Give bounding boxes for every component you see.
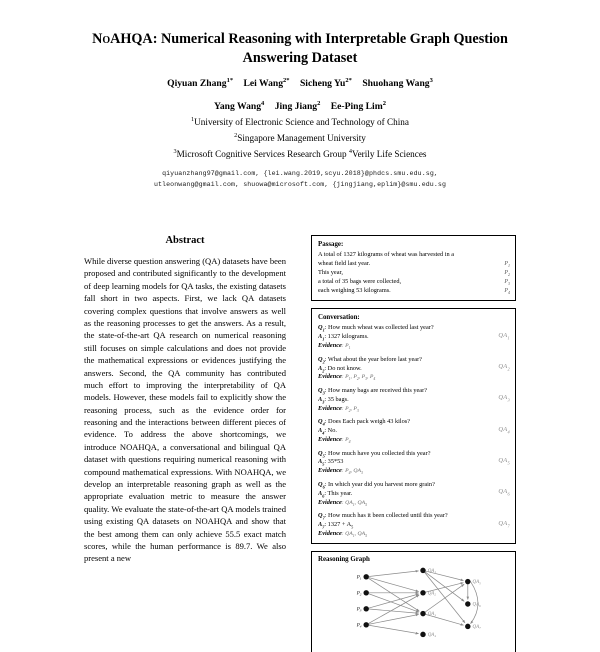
question-text: : In which year did you harvest more grain? [324,480,435,488]
evidence-line [318,530,488,539]
question-label: $Q_6$ [318,480,325,490]
passage-box-title: Passage: [318,241,344,248]
question-line [318,481,488,490]
evidence-line [318,373,488,382]
conversation-turn [318,481,510,508]
affiliation-marker: 1 [191,116,195,124]
answer-text: : $1327 + A_5$ [324,521,354,530]
answer-text: : No. [324,427,337,435]
evidence-line [318,436,488,445]
passage-line-text: A total of 1327 kilograms of wheat was harvested in a [318,251,455,259]
graph-node-label: $QA_7$ [472,624,481,631]
answer-line [318,427,488,436]
passage-line-text: each weighing 53 kilograms. [318,287,391,295]
author-emails [70,168,530,190]
graph-edge [369,571,419,577]
affiliation-text: University of Electronic Science and Technology of China [194,117,409,128]
paper-page [0,30,600,639]
evidence-line [318,342,488,351]
question-text: : How much wheat was collected last year? [324,324,434,332]
affiliation-marker: 3 [173,147,177,155]
author-affil-marker: 2 [317,100,321,108]
author-affil-marker: 2 [382,100,386,108]
affiliation-1 [65,116,535,130]
question-line [318,324,488,333]
graph-node-label: $P_3$ [356,607,362,613]
evidence-text: : $QA_1$, $QA_5$ [341,499,367,507]
author-affil-marker: 2* [345,77,352,85]
turn-id-tag: $QA_3$ [498,394,510,403]
graph-node [363,574,368,579]
passage-line [318,260,510,269]
abstract-heading: Abstract [165,235,205,246]
answer-line [318,396,488,405]
answer-text: : 1327 kilograms. [324,333,369,341]
affiliation-2 [65,132,535,146]
passage-line [318,278,510,287]
passage-line-marker: $P_1$ [504,261,510,269]
graph-node-label: $QA_3$ [427,612,437,618]
conversation-turn [318,387,510,414]
affiliation-text: Microsoft Cognitive Services Research Group [176,148,347,159]
evidence-text: : $P_1$ [341,343,351,351]
author-entry [300,78,352,89]
answer-label: $A_2$ [318,364,325,373]
graph-node [420,590,425,595]
evidence-line [318,467,488,476]
graph-node-label: $QA_2$ [427,591,437,597]
question-line [318,418,488,427]
answer-text: : 35 bags. [324,395,349,403]
graph-node-label: $P_1$ [356,575,362,581]
answer-text: : This year. [324,489,353,497]
affiliation-text: Verily Life Sciences [351,148,427,159]
graph-node [465,579,470,584]
turn-id-tag: $QA_6$ [498,488,510,497]
author-entry [167,78,233,89]
author-list-line-2 [65,100,535,114]
answer-text: : 35*53 [324,458,344,466]
affiliation-marker: 4 [348,147,352,155]
evidence-text: : $P_4$, $QA_3$ [341,468,363,476]
question-line [318,387,488,396]
question-text: : Does Each pack weigh 43 kilos? [324,418,411,426]
author-entry [362,78,433,89]
passage-line-marker: $P_3$ [504,279,510,287]
question-label: $Q_3$ [318,386,325,396]
evidence-label: Evidence [318,530,342,538]
graph-edge [369,625,419,633]
conversation-box-title: Conversation: [318,313,360,321]
passage-line-text: wheat field last year. [318,260,371,268]
question-label: $Q_5$ [318,449,325,458]
graph-node [465,601,470,606]
conversation-turn [318,512,510,539]
evidence-label: Evidence [318,404,342,412]
graph-node [363,590,368,595]
answer-line [318,490,488,499]
answer-label: $A_7$ [318,521,325,530]
author-entry [244,78,290,89]
passage-line-marker: $P_4$ [504,288,510,296]
passage-line-text: This year, [318,269,343,277]
conversation-turns [318,324,510,539]
answer-label: $A_5$ [318,458,325,467]
question-text: : How much has it been collected until this year? [324,512,448,520]
reasoning-graph-title: Reasoning Graph [318,555,370,563]
author-entry [275,101,321,112]
answer-label: $A_1$ [318,333,325,342]
evidence-line [318,405,488,414]
evidence-label: Evidence [318,373,342,381]
turn-id-tag: $QA_7$ [498,519,510,528]
question-line [318,512,488,521]
answer-label: $A_6$ [318,489,325,499]
evidence-line [318,499,488,508]
question-text: : What about the year before last year? [324,355,422,363]
passage-line [318,269,510,278]
answer-text: : Do not know. [324,364,362,372]
author-affil-marker: 4 [261,100,265,108]
graph-node-label: $QA_1$ [427,568,437,575]
author-name: Lei Wang [243,78,284,90]
abstract-text: While diverse question answering (QA) datasets have been proposed and contributed significantly to the development of deep learning models for QA tasks, the existing datasets fall short in two aspects. First, we lack QA datasets covering complex questions that involve answers as well as the reasoning processes to get the answers. As a result, the state-of-the-art QA research on numerical reasoning still focuses on simple calculations and does not provide the mathematical expressions or evidences justifying the answers. Second, the QA community has contributed much effort to improving the interpretability of QA models. However, these models fail to explicitly show the reasoning process, such as the evidence order for reasoning and the interactions between different pieces of evidence. To address the above shortcomings, we introduce NOAHQA, a conversational and bilingual QA dataset with questions requiring numerical reasoning with compound mathematical expressions. With NOAHQA, we develop an interpretable reasoning graph as well as the appropriate evaluation metric to measure the answer quality. We evaluate the state-of-the-art QA models trained using existing QA datasets on NOAHQA and show that the best among them can only achieve 55.5 exact match scores, while the human performance is 89.7. We also present a new [84,256,286,564]
question-label: $Q_1$ [318,324,325,333]
graph-edge [425,572,464,601]
conversation-turn [318,324,510,351]
graph-node [420,611,425,616]
evidence-label: Evidence [318,498,342,506]
graph-node [363,622,368,627]
author-name: Qiyuan Zhang [167,78,227,90]
author-affil-marker: 2* [283,77,290,85]
turn-id-tag: $QA_5$ [498,457,510,466]
evidence-label: Evidence [318,342,342,350]
graph-node [420,632,425,637]
evidence-text: : $QA_1$, $QA_5$ [341,531,367,539]
email-line-2: utleonwang@gmail.com, shuowa@microsoft.com, {jingjiang,eplim}@smu.edu.sg [153,180,447,188]
author-list-line-1 [65,77,535,91]
question-text: : How much have you collected this year? [324,449,431,457]
conversation-turn [318,418,510,445]
evidence-text: : $P_4$ [341,437,351,445]
passage-box [311,235,516,301]
graph-edge [425,584,464,612]
author-name: Jing Jiang [274,101,318,113]
question-text: : How many bags are received this year? [324,386,427,394]
graph-node-label: $QA_4$ [427,632,437,639]
graph-node [420,568,425,573]
graph-edge [369,578,419,592]
graph-node-label: $QA_6$ [472,602,481,608]
evidence-text: : $P_1$, $P_2$, $P_3$, $P_4$ [341,374,376,382]
affiliation-text: Singapore Management University [237,132,366,143]
question-label: $Q_7$ [318,512,325,521]
graph-node-label: $P_4$ [356,623,362,629]
left-column [84,235,286,565]
conversation-turn [318,450,510,477]
title-smallcaps: NoAHQA [92,31,153,47]
affiliation-marker: 2 [234,131,238,139]
passage-line-marker: $P_2$ [504,270,510,278]
question-line [318,450,488,459]
question-label: $Q_4$ [318,418,325,427]
turn-id-tag: $QA_2$ [498,363,510,372]
passage-line-text: a total of 35 bags were collected, [318,278,402,286]
affiliation-3 [65,148,535,162]
answer-line [318,365,488,374]
reasoning-graph-figure [318,564,512,644]
reasoning-graph-box [311,551,516,652]
passage-line [318,287,510,296]
author-affil-marker: 1* [226,77,234,85]
conversation-turn [318,356,510,383]
author-name: Shuohang Wang [362,78,430,90]
answer-line [318,333,488,342]
evidence-text: : $P_2$, $P_3$ [341,405,359,413]
author-entry [214,101,264,112]
answer-label: $A_3$ [318,395,325,405]
author-affil-marker: 3 [429,77,433,85]
email-line-1: qiyuanzhang97@gmail.com, {lei.wang.2019,scyu.2018}@phdcs.smu.edu.sg, [162,169,438,177]
evidence-label: Evidence [318,467,342,475]
author-entry [331,101,386,112]
evidence-label: Evidence [318,436,342,444]
question-label: $Q_2$ [318,355,325,364]
question-line [318,356,488,365]
graph-node [363,606,368,611]
graph-node [465,624,470,629]
graph-node-label: $P_2$ [356,591,362,597]
author-name: Yang Wang [214,101,262,113]
passage-line [318,251,510,260]
answer-label: $A_4$ [318,427,325,436]
page-title [65,30,535,68]
author-name: Ee-Ping Lim [330,101,383,113]
right-column [311,235,516,652]
graph-node-label: $QA_5$ [472,580,481,586]
conversation-box [311,308,516,544]
turn-id-tag: $QA_4$ [498,425,510,434]
title-rest: : Numerical Reasoning with Interpretable Graph Question Answering Dataset [152,31,508,67]
turn-id-tag: $QA_1$ [498,331,510,341]
answer-line [318,521,488,530]
passage-lines [318,251,510,296]
author-name: Sicheng Yu [299,78,346,90]
answer-line [318,458,488,467]
